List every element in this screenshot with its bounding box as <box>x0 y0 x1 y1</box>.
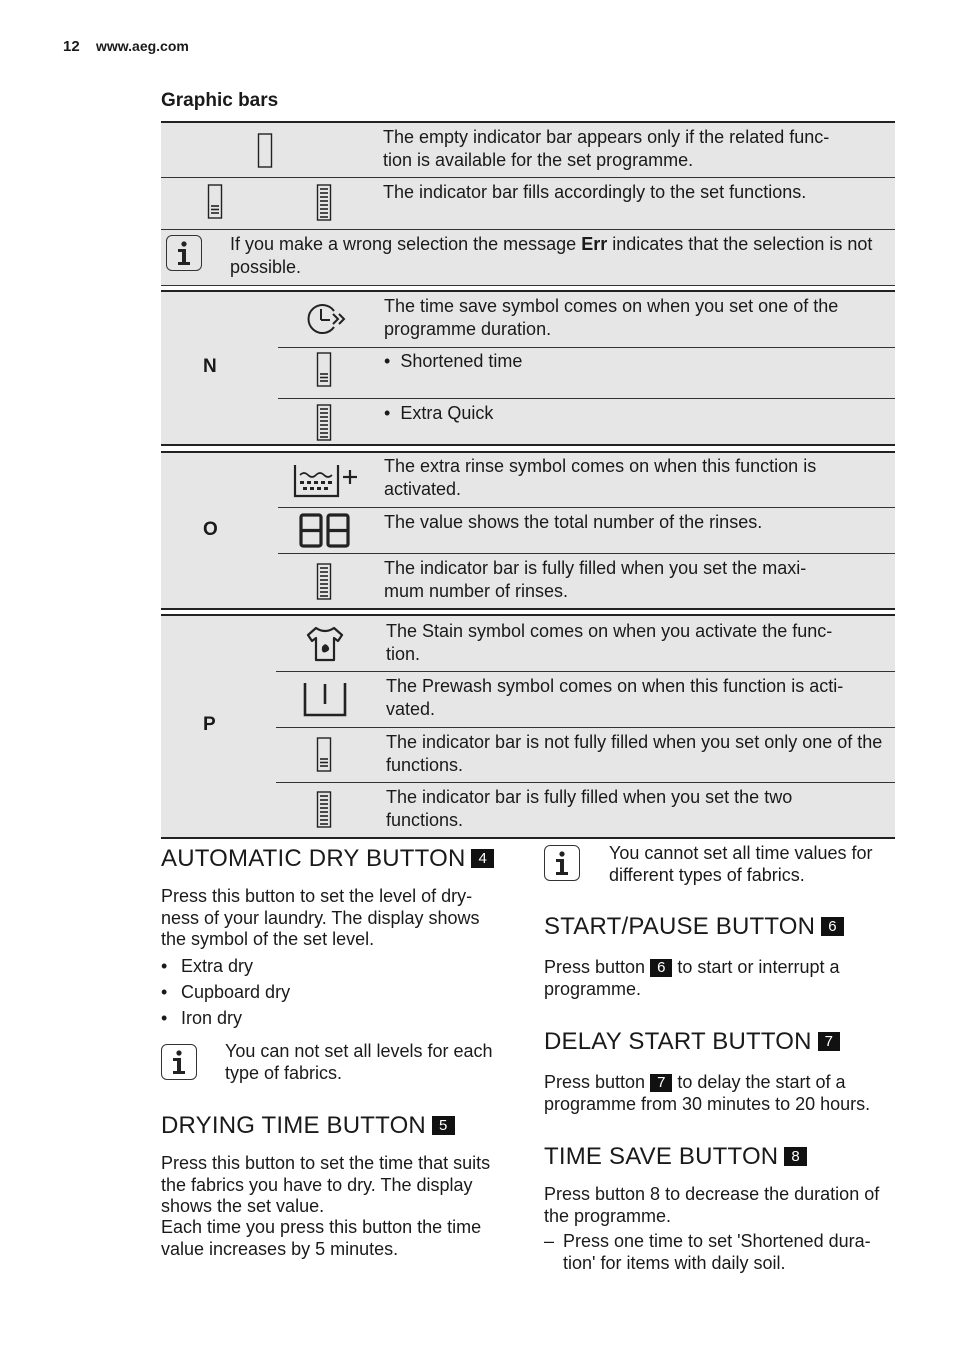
bar-fill-description: The indicator bar fills accordingly to the set functions. <box>383 182 807 202</box>
start-pause-heading: START/PAUSE BUTTON 6 <box>544 913 844 941</box>
extra-rinse-description: The extra rinse symbol comes on when this function is activated. <box>384 456 817 499</box>
time-save-paragraph: Press button 8 to decrease the duration of the programme. <box>544 1184 880 1226</box>
full-indicator-bar-icon <box>316 184 334 222</box>
stain-description: The Stain symbol comes on when you activate the func- tion. <box>386 621 833 664</box>
rinse-count-description: The value shows the total number of the rinses. <box>384 512 763 532</box>
list-item: • Cupboard dry <box>161 979 290 1005</box>
start-pause-paragraph: Press button 6 to start or interrupt a programme. <box>544 957 840 999</box>
time-save-dash-item: – Press one time to set 'Shortened dura- tion' for items with daily soil. <box>544 1231 871 1273</box>
time-save-icon <box>303 302 349 336</box>
err-info-note: If you make a wrong selection the message Err indicates that the selection is not possible. <box>230 234 873 277</box>
group-p-letter: P <box>203 714 216 735</box>
partial-indicator-bar-icon <box>207 184 225 220</box>
empty-bar-description: The empty indicator bar appears only if the related func- tion is available for the set programme. <box>383 127 830 170</box>
delay-start-heading: DELAY START BUTTON 7 <box>544 1028 840 1056</box>
button-number-badge: 7 <box>650 1074 672 1092</box>
button-number-badge: 5 <box>432 1116 455 1135</box>
info-icon <box>161 1044 197 1080</box>
shortened-time-item: • Shortened time <box>384 351 523 371</box>
time-save-heading: TIME SAVE BUTTON 8 <box>544 1143 807 1171</box>
extra-rinse-icon <box>292 461 360 499</box>
button-number-badge: 6 <box>821 917 844 936</box>
group-o-letter: O <box>203 519 218 540</box>
partial-indicator-bar-icon <box>316 737 334 773</box>
prewash-icon <box>302 680 348 718</box>
website-url: www.aeg.com <box>96 38 189 54</box>
drying-time-heading: DRYING TIME BUTTON 5 <box>161 1112 455 1140</box>
automatic-dry-heading: AUTOMATIC DRY BUTTON 4 <box>161 845 494 873</box>
max-rinses-description: The indicator bar is fully filled when you set the maxi- mum number of rinses. <box>384 558 807 601</box>
full-indicator-bar-icon <box>316 404 334 442</box>
dry-levels-info-note: You can not set all levels for each type of fabrics. <box>225 1041 493 1083</box>
delay-start-paragraph: Press button 7 to delay the start of a programme from 30 minutes to 20 hours. <box>544 1072 871 1114</box>
button-number-badge: 8 <box>784 1147 807 1166</box>
time-save-description: The time save symbol comes on when you set one of the programme duration. <box>384 296 839 339</box>
extra-quick-item: • Extra Quick <box>384 403 494 423</box>
prewash-description: The Prewash symbol comes on when this function is acti- vated. <box>386 676 844 719</box>
info-icon <box>544 845 580 881</box>
partial-indicator-bar-icon <box>316 352 334 388</box>
automatic-dry-paragraph: Press this button to set the level of dry- ness of your laundry. The display shows the symbol of the set level. <box>161 886 480 949</box>
dry-levels-list <box>161 953 290 1031</box>
group-n-letter: N <box>203 356 217 377</box>
drying-time-paragraph-2: Each time you press this button the time value increases by 5 minutes. <box>161 1217 482 1259</box>
button-number-badge: 4 <box>471 849 494 868</box>
section-title: Graphic bars <box>161 90 279 111</box>
info-icon <box>166 235 202 271</box>
time-values-info-note: You cannot set all time values for different types of fabrics. <box>609 843 873 885</box>
drying-time-paragraph-1: Press this button to set the time that suits the fabrics you have to dry. The display shows the set value. <box>161 1153 491 1216</box>
list-item: • Extra dry <box>161 953 290 979</box>
button-number-badge: 7 <box>818 1032 841 1051</box>
full-indicator-bar-icon <box>316 563 334 601</box>
partial-functions-description: The indicator bar is not fully filled when you set only one of the functions. <box>386 732 883 775</box>
seven-segment-88-icon <box>298 512 352 550</box>
list-item: • Iron dry <box>161 1005 290 1031</box>
empty-indicator-bar-icon <box>257 133 275 169</box>
full-indicator-bar-icon <box>316 791 334 829</box>
button-number-badge: 6 <box>650 959 672 977</box>
page-number: 12 <box>63 38 80 55</box>
two-functions-description: The indicator bar is fully filled when you set the two functions. <box>386 787 793 830</box>
stain-shirt-icon <box>305 625 345 663</box>
